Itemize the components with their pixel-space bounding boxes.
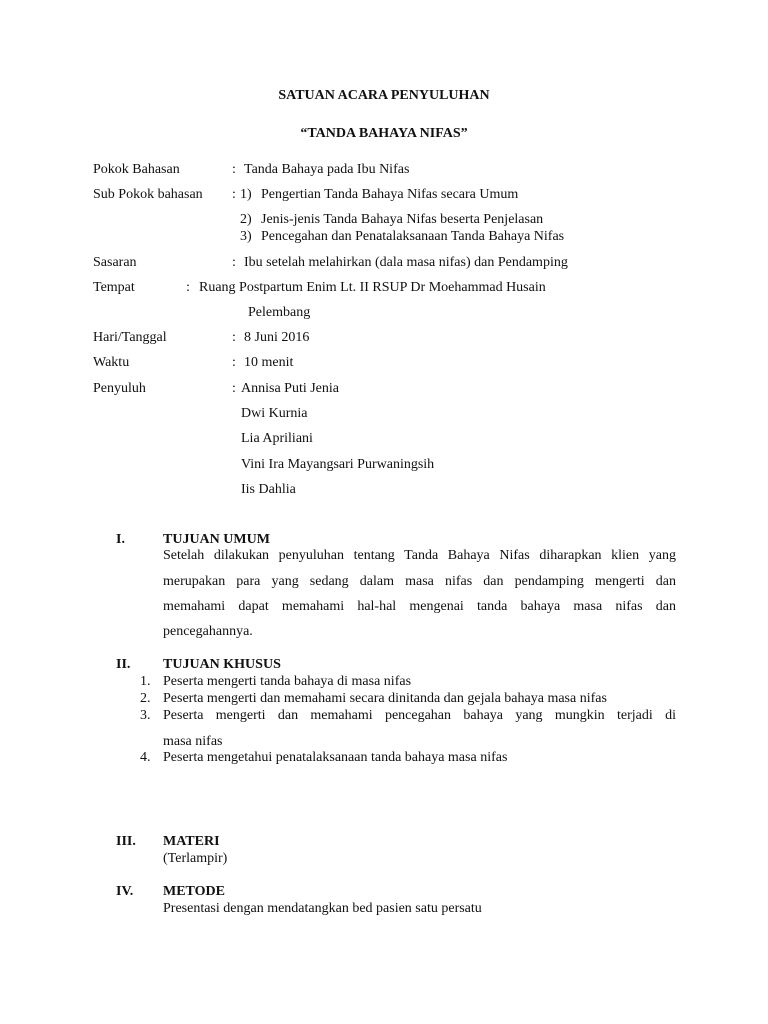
section-number: IV. [116,884,134,899]
penyuluh-name: Vini Ira Mayangsari Purwaningsih [241,457,435,472]
paragraph-line: Setelah dilakukan penyuluhan tentang Tanda Bahaya Nifas diharapkan klien yang [163,548,676,563]
section-number: III. [116,834,136,849]
tempat-value-cont: Pelembang [248,305,311,320]
penyuluh-name: Iis Dahlia [241,482,296,497]
paragraph-line: memahami dapat memahami hal-hal mengenai tanda bahaya masa nifas dan [163,599,676,614]
sub-pokok-item-num: 3) [240,229,252,244]
tempat-label: Tempat [93,280,135,295]
section-number: I. [116,532,125,547]
tempat-colon: : [186,280,190,295]
list-item: Peserta mengerti tanda bahaya di masa nifas [163,674,412,689]
materi-text: (Terlampir) [163,851,228,866]
list-item-number: 2. [140,691,151,706]
sub-pokok-colon: : [232,187,236,202]
list-item: Peserta mengerti dan memahami pencegahan bahaya yang mungkin terjadi di [163,708,676,723]
list-item: Peserta mengetahui penatalaksanaan tanda bahaya masa nifas [163,750,508,765]
sub-pokok-label: Sub Pokok bahasan [93,187,203,202]
section-title-metode: METODE [163,884,225,899]
hari-tanggal-value: 8 Juni 2016 [244,330,310,345]
penyuluh-name: Lia Apriliani [241,431,313,446]
document-subtitle: “TANDA BAHAYA NIFAS” [300,126,468,141]
sub-pokok-item-num: 1) [240,187,252,202]
pokok-bahasan-colon: : [232,162,236,177]
waktu-label: Waktu [93,355,130,370]
section-title-tujuan-umum: TUJUAN UMUM [163,532,270,547]
penyuluh-label: Penyuluh [93,381,146,396]
penyuluh-name: Dwi Kurnia [241,406,308,421]
list-item: Peserta mengerti dan memahami secara dinitanda dan gejala bahaya masa nifas [163,691,607,706]
sasaran-colon: : [232,255,236,270]
section-number: II. [116,657,131,672]
sub-pokok-item: Pencegahan dan Penatalaksanaan Tanda Bahaya Nifas [261,229,565,244]
sasaran-label: Sasaran [93,255,137,270]
penyuluh-name: Annisa Puti Jenia [241,381,339,396]
paragraph-line: pencegahannya. [163,624,253,639]
pokok-bahasan-value: Tanda Bahaya pada Ibu Nifas [244,162,410,177]
waktu-colon: : [232,355,236,370]
hari-tanggal-colon: : [232,330,236,345]
paragraph-line: merupakan para yang sedang dalam masa nifas dan pendamping mengerti dan [163,574,676,589]
section-title-materi: MATERI [163,834,220,849]
hari-tanggal-label: Hari/Tanggal [93,330,167,345]
list-item-number: 1. [140,674,151,689]
metode-text: Presentasi dengan mendatangkan bed pasien satu persatu [163,901,482,916]
section-title-tujuan-khusus: TUJUAN KHUSUS [163,657,281,672]
sub-pokok-item: Pengertian Tanda Bahaya Nifas secara Umum [261,187,519,202]
penyuluh-colon: : [232,381,236,396]
sub-pokok-item-num: 2) [240,212,252,227]
sub-pokok-item: Jenis-jenis Tanda Bahaya Nifas beserta Penjelasan [261,212,544,227]
list-item-number: 3. [140,708,151,723]
pokok-bahasan-label: Pokok Bahasan [93,162,180,177]
waktu-value: 10 menit [244,355,294,370]
tempat-value: Ruang Postpartum Enim Lt. II RSUP Dr Moehammad Husain [199,280,546,295]
document-title: SATUAN ACARA PENYULUHAN [278,88,490,103]
list-item-cont: masa nifas [163,734,223,749]
list-item-number: 4. [140,750,151,765]
sasaran-value: Ibu setelah melahirkan (dala masa nifas) dan Pendamping [244,255,568,270]
